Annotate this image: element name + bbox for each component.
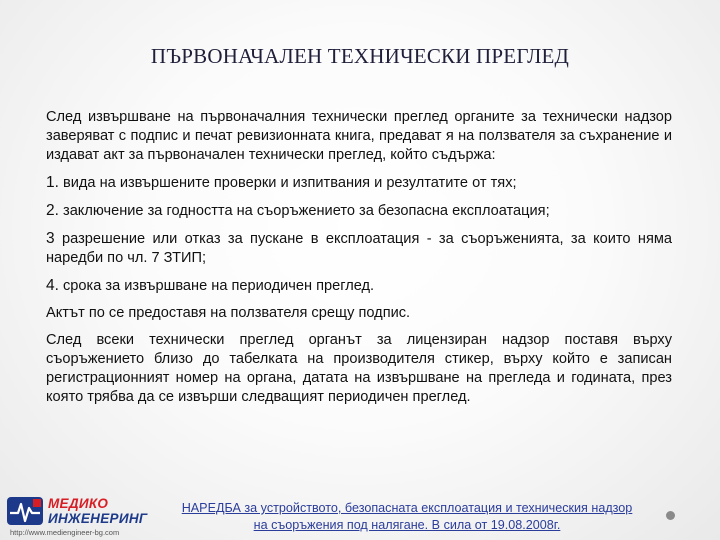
item-text: вида на извършените проверки и изпитвания и резултатите от тях; (63, 175, 517, 191)
item-number: 1. (46, 174, 59, 191)
item-text: заключение за годността на съоръжението за безопасна експлоатация; (63, 203, 550, 219)
item-number: 4. (46, 277, 59, 294)
logo-url: http://www.mediengineer-bg.com (10, 528, 120, 537)
regulation-link-line1[interactable]: НАРЕДБА за устройството, безопасната експлоатация и техническия надзор (181, 501, 633, 515)
intro-paragraph: След извършване на първоначалния технически преглед органите за технически надзор заверяват с подпис и печат ревизионната книга, предават я на ползвателя за съхранение и издават акт за първоначален технически преглед, който съдържа: (46, 109, 672, 163)
logo-text-bottom: ИНЖЕНЕРИНГ (48, 511, 148, 526)
regulation-link[interactable] (152, 500, 662, 534)
logo-text-top: МЕДИКО (48, 496, 109, 511)
main-content (46, 108, 672, 415)
list-item (46, 229, 672, 268)
bullet-dot-icon (666, 511, 675, 520)
page-title: ПЪРВОНАЧАЛЕН ТЕХНИЧЕСКИ ПРЕГЛЕД (150, 44, 570, 68)
list-item (46, 276, 672, 296)
item-text: разрешение или отказ за пускане в експлоатация - за съоръженията, за които няма наредби по чл. 7 ЗТИП; (46, 231, 673, 266)
item-number: 3 (46, 230, 55, 247)
company-logo (4, 494, 148, 538)
regulation-link-line2[interactable]: на съоръжения под налягане. В сила от 19.08.2008г. (253, 518, 561, 532)
item-number: 2. (46, 202, 59, 219)
heartbeat-icon (6, 496, 46, 528)
act-paragraph: Актът по се предоставя на ползвателя срещу подпис. (46, 305, 411, 321)
list-item (46, 201, 672, 221)
sticker-paragraph: След всеки технически преглед органът за лицензиран надзор поставя върху съоръжението близо до табелката на производителя стикер, върху който е записан регистрационният номер на органа, датата на извършване на прегледа и годината, през която трябва да се извърши следващият периодичен преглед. (46, 332, 672, 405)
list-item (46, 173, 672, 193)
item-text: срока за извършване на периодичен преглед. (63, 278, 375, 294)
